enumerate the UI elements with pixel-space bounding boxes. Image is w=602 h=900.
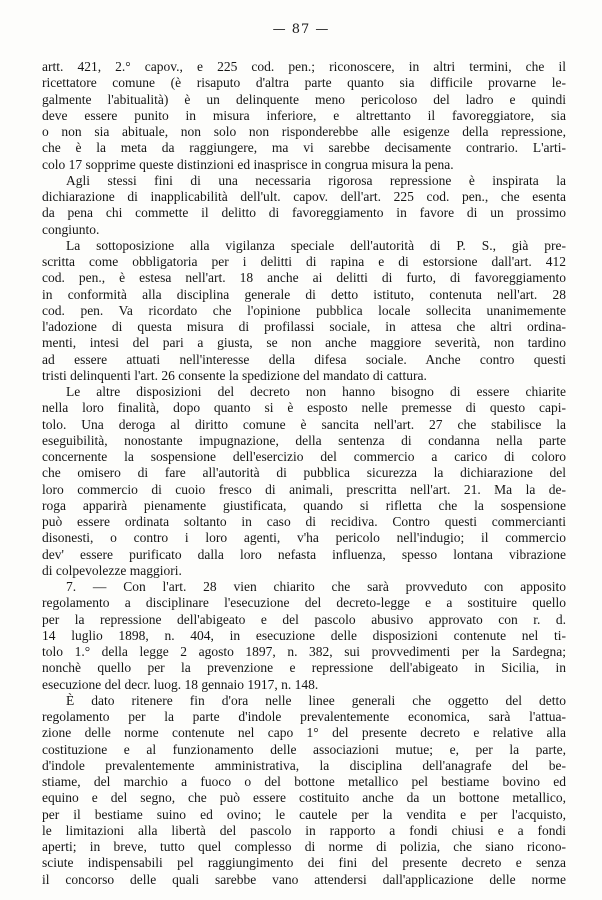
text-line: tolo 1.° della legge 2 agosto 1897, n. 382, sui provvedimenti per la Sardegna; <box>42 644 566 659</box>
text-line: stiame, del marchio a fuoco o del bottone metallico pel bestiame bovino ed <box>42 774 566 789</box>
text-line: dichiarazione di inapplicabilità dell'ult. capov. dell'art. 225 cod. pen., che esenta <box>42 189 566 204</box>
text-line: concernente la sospensione dell'esercizio del commercio a carico di coloro <box>42 449 566 464</box>
text-line: regolamento a disciplinare l'esecuzione del decreto-legge e a sostituire quello <box>42 595 566 611</box>
text-line: cod. pen. Va ricordato che l'opinione pubblica locale sollecita unanimemente <box>42 302 566 318</box>
text-line: menti, intesi del pari a giusta, se non anche maggiore severità, non tardino <box>42 335 566 351</box>
text-line: dev' essere purificato dalla loro nefasta influenza, spesso lontana vibrazione <box>42 546 566 562</box>
text-line: È dato ritenere fin d'ora nelle linee generali che oggetto del detto <box>66 692 566 708</box>
text-line: Le altre disposizioni del decreto non hanno bisogno di essere chiarite <box>66 384 566 399</box>
text-line: zione delle norme contenute nel capo 1° del presente decreto e relative alla <box>42 725 566 741</box>
text-line: esecuzione del decr. luog. 18 gennaio 1917, n. 148. <box>42 676 319 692</box>
text-line: per il bestiame suino ed ovino; le cautele per la vendita e per l'acquisto, <box>42 806 566 822</box>
text-line: di colpevolezze maggiori. <box>42 562 182 578</box>
text-line: regolamento per la parte d'indole prevalentemente economica, sarà l'attua- <box>42 709 566 724</box>
text-line: può essere ordinata soltanto in caso di recidiva. Contro questi commercianti <box>42 514 566 529</box>
text-line: 7. — Con l'art. 28 vien chiarito che sarà provveduto con apposito <box>66 579 566 594</box>
text-line: da pena chi commette il delitto di favoreggiamento in favore di un prossimo <box>42 205 566 221</box>
text-line: galmente l'abitualità) è un delinquente meno pericoloso del ladro e quindi <box>42 91 566 107</box>
text-line: in conformità alla disciplina generale di detto istituto, contenuta nell'art. 28 <box>42 286 566 302</box>
text-line: tristi delinquenti l'art. 26 consente la spedizione del mandato di cattura. <box>42 367 427 383</box>
text-line: cod. pen., è estesa nell'art. 18 anche ai delitti di furto, di favoreggiamento <box>42 270 566 286</box>
text-line: nonchè quello per la prevenzione e repressione dell'abigeato in Sicilia, in <box>42 660 566 676</box>
text-line: che è la meta da raggiungere, ma vi sarebbe decisamente contrario. L'arti- <box>42 140 566 156</box>
text-line: congiunto. <box>42 221 100 237</box>
text-line: ad essere attuati nell'interesse della difesa sociale. Anche contro questi <box>42 351 566 367</box>
text-line: ricettatore comune (è risaputo d'altra parte quanto sia difficile provarne le- <box>42 75 566 91</box>
text-line: roga apparirà pienamente giustificata, quando si rifletta che la sospensione <box>42 497 566 513</box>
text-line: eseguibilità, nonostante impugnazione, della sentenza di condanna nella parte <box>42 432 566 448</box>
text-line: aperti; in breve, tutto quel complesso di norme di polizia, che siano ricono- <box>42 839 566 854</box>
text-line: tolo. Una deroga al diritto comune è sancita nell'art. 27 che stabilisce la <box>42 416 566 432</box>
text-line: disonesti, o contro i loro agenti, v'ha pericolo nell'indugio; il commercio <box>42 530 566 546</box>
text-line: sciute indispensabili pel raggiungimento dei fini del presente decreto e senza <box>42 855 566 871</box>
text-line: o non sia abituale, non solo non risponderebbe alle esigenze della repressione, <box>42 124 566 139</box>
text-line: che omisero di fare all'autorità di pubblica sicurezza la dichiarazione del <box>42 465 566 481</box>
text-line: La sottoposizione alla vigilanza speciale dell'autorità di P. S., già pre- <box>66 237 566 253</box>
page-number: — 87 — <box>272 22 330 37</box>
text-line: le limitazioni alla libertà del pascolo in rapporto a fondi chiusi e a fondi <box>42 822 566 838</box>
body-text <box>42 59 566 888</box>
text-line: scritta come obbligatoria per i delitti di rapina e di estorsione dall'art. 412 <box>42 254 566 269</box>
text-line: Agli stessi fini di una necessaria rigorosa repressione è inspirata la <box>66 172 566 188</box>
text-line: deve essere punito in misura inferiore, e altrettanto il favoreggiatore, sia <box>42 107 566 123</box>
text-line: d'indole prevalentemente amministrativa, la disciplina dell'anagrafe del be- <box>42 757 566 773</box>
text-line: costituzione e al funzionamento delle associazioni mutue; e, per la parte, <box>42 741 566 757</box>
text-line: artt. 421, 2.° capov., e 225 cod. pen.; riconoscere, in altri termini, che il <box>42 59 566 74</box>
text-line: per la repressione dell'abigeato e del pascolo abusivo approvato con r. d. <box>42 611 566 627</box>
text-line: equino e del segno, che può essere costituito anche da un bottone metallico, <box>42 790 566 806</box>
text-line: 14 luglio 1898, n. 404, in esecuzione delle disposizioni contenute nel ti- <box>42 627 566 643</box>
text-line: loro commercio di cuoio fresco di animali, prescritta nell'art. 21. Ma la de- <box>42 481 566 497</box>
text-line: l'adozione di questa misura di profilassi sociale, in attesa che altri ordina- <box>42 319 566 334</box>
text-line: il concorso delle quali sarebbe vano attendersi dall'applicazione delle norme <box>42 871 566 887</box>
text-line: nella loro finalità, dopo quanto si è esposto nelle premesse di questo capi- <box>42 400 566 416</box>
text-line: colo 17 sopprime queste distinzioni ed inasprisce in congrua misura la pena. <box>42 156 454 172</box>
